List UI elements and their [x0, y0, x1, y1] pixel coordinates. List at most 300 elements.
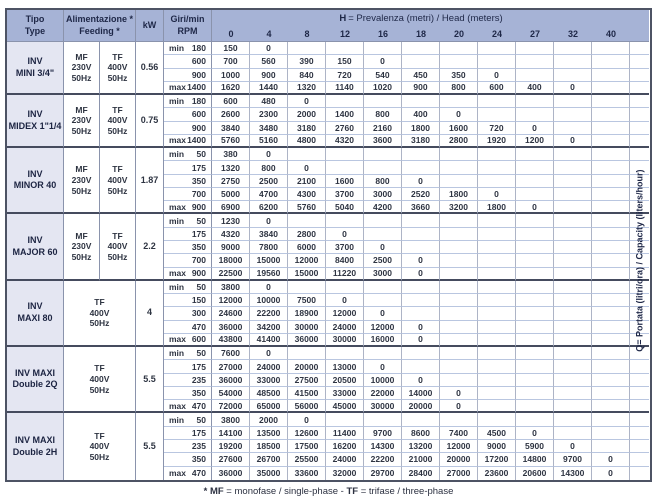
capacity-cell: 2750	[212, 175, 250, 188]
capacity-cell	[478, 55, 516, 68]
q-column-cell	[630, 42, 649, 55]
rpm-value: 900	[191, 268, 206, 279]
capacity-cell: 7500	[288, 294, 326, 307]
capacity-cell: 35000	[250, 467, 288, 480]
capacity-cell	[592, 82, 630, 95]
capacity-cell: 1800	[440, 188, 478, 201]
capacity-cell: 43800	[212, 334, 250, 347]
capacity-cell	[402, 307, 440, 320]
q-column-cell	[630, 440, 649, 453]
capacity-cell: 0	[516, 201, 554, 214]
capacity-cell: 36000	[212, 467, 250, 480]
capacity-cell	[440, 214, 478, 227]
capacity-cell: 11400	[326, 427, 364, 440]
capacity-cell: 13000	[326, 360, 364, 373]
capacity-cell: 20000	[288, 360, 326, 373]
capacity-cell: 0	[402, 334, 440, 347]
q-column-cell	[630, 69, 649, 82]
capacity-cell: 3000	[364, 188, 402, 201]
capacity-cell	[478, 321, 516, 334]
capacity-cell: 800	[440, 82, 478, 95]
capacity-cell	[478, 268, 516, 281]
capacity-cell	[554, 122, 592, 135]
capacity-cell	[516, 334, 554, 347]
capacity-cell: 3180	[402, 135, 440, 148]
capacity-cell: 24000	[250, 360, 288, 373]
capacity-cell	[440, 148, 478, 161]
rpm-value: 175	[191, 162, 206, 173]
capacity-cell: 15000	[250, 254, 288, 267]
capacity-cell: 27000	[440, 467, 478, 480]
capacity-cell: 14100	[212, 427, 250, 440]
capacity-cell	[554, 108, 592, 121]
capacity-cell	[402, 294, 440, 307]
capacity-cell	[364, 413, 402, 426]
q-column-cell	[630, 201, 649, 214]
capacity-cell: 7800	[250, 241, 288, 254]
capacity-cell: 0	[402, 374, 440, 387]
capacity-cell: 1600	[440, 122, 478, 135]
capacity-cell	[288, 214, 326, 227]
capacity-cell	[516, 307, 554, 320]
capacity-cell	[592, 161, 630, 174]
type-cell: INV MAXI Double 2H	[7, 413, 64, 479]
capacity-cell: 380	[212, 148, 250, 161]
capacity-cell: 800	[364, 108, 402, 121]
capacity-cell: 7600	[212, 347, 250, 360]
capacity-cell	[326, 347, 364, 360]
capacity-cell: 0	[554, 82, 592, 95]
capacity-cell	[440, 95, 478, 108]
rpm-value: 50	[196, 215, 206, 226]
type-cell: INV MAXI Double 2Q	[7, 347, 64, 413]
capacity-cell: 0	[250, 42, 288, 55]
capacity-cell	[326, 42, 364, 55]
capacity-cell: 6900	[212, 201, 250, 214]
capacity-cell: 1600	[326, 175, 364, 188]
capacity-cell	[554, 294, 592, 307]
capacity-cell	[516, 69, 554, 82]
kw-cell: 2.2	[136, 214, 164, 280]
capacity-cell	[440, 321, 478, 334]
capacity-cell	[592, 440, 630, 453]
capacity-cell	[402, 241, 440, 254]
capacity-cell	[364, 42, 402, 55]
capacity-cell: 1320	[288, 82, 326, 95]
rpm-cell	[164, 413, 212, 426]
capacity-cell	[440, 307, 478, 320]
capacity-cell	[554, 281, 592, 294]
feeding-tf-cell: TF 400V 50Hz	[100, 95, 136, 148]
head-col-32: 32	[554, 27, 592, 42]
capacity-cell: 400	[402, 108, 440, 121]
q-column-cell	[630, 268, 649, 281]
capacity-cell	[516, 413, 554, 426]
capacity-cell: 10000	[364, 374, 402, 387]
capacity-cell	[402, 281, 440, 294]
rpm-cell	[164, 281, 212, 294]
rpm-cell	[164, 360, 212, 373]
capacity-cell	[554, 161, 592, 174]
rpm-cell	[164, 294, 212, 307]
capacity-cell: 22200	[364, 453, 402, 466]
capacity-cell	[440, 175, 478, 188]
capacity-cell	[478, 400, 516, 413]
capacity-cell	[592, 427, 630, 440]
kw-cell: 5.5	[136, 413, 164, 479]
head-col-40: 40	[592, 27, 630, 42]
capacity-cell: 0	[402, 175, 440, 188]
head-col-18: 18	[402, 27, 440, 42]
capacity-cell	[326, 95, 364, 108]
capacity-cell: 1800	[478, 201, 516, 214]
capacity-cell	[364, 148, 402, 161]
capacity-cell	[592, 228, 630, 241]
q-column-cell	[630, 214, 649, 227]
capacity-cell: 350	[440, 69, 478, 82]
capacity-cell	[516, 241, 554, 254]
kw-cell: 5.5	[136, 347, 164, 413]
capacity-cell	[478, 374, 516, 387]
rpm-value: 1400	[187, 82, 206, 93]
capacity-cell	[516, 42, 554, 55]
capacity-cell	[592, 294, 630, 307]
rpm-cell	[164, 400, 212, 413]
capacity-cell: 30000	[326, 334, 364, 347]
capacity-cell: 150	[326, 55, 364, 68]
capacity-cell	[516, 374, 554, 387]
capacity-cell	[592, 374, 630, 387]
capacity-cell	[516, 161, 554, 174]
pump-capacity-table	[5, 8, 652, 482]
capacity-cell	[516, 400, 554, 413]
capacity-cell: 45000	[326, 400, 364, 413]
capacity-cell	[554, 400, 592, 413]
capacity-cell	[478, 175, 516, 188]
capacity-cell: 32000	[326, 467, 364, 480]
capacity-cell	[478, 214, 516, 227]
capacity-cell	[326, 413, 364, 426]
capacity-cell	[288, 148, 326, 161]
rpm-cell	[164, 254, 212, 267]
capacity-cell: 25500	[288, 453, 326, 466]
rpm-cell	[164, 467, 212, 480]
capacity-cell: 0	[592, 467, 630, 480]
rpm-minmax-tag: min	[169, 281, 185, 292]
capacity-cell: 0	[288, 95, 326, 108]
capacity-cell: 24600	[212, 307, 250, 320]
capacity-cell	[478, 347, 516, 360]
q-column-cell	[630, 294, 649, 307]
feeding-tf-cell: TF 400V 50Hz	[100, 214, 136, 280]
q-column-cell	[630, 387, 649, 400]
capacity-cell: 2500	[250, 175, 288, 188]
capacity-cell: 0	[326, 294, 364, 307]
capacity-cell	[554, 148, 592, 161]
capacity-cell: 9700	[364, 427, 402, 440]
capacity-cell: 12000	[212, 294, 250, 307]
capacity-cell: 14300	[554, 467, 592, 480]
capacity-cell	[592, 334, 630, 347]
capacity-cell	[440, 334, 478, 347]
capacity-cell	[516, 95, 554, 108]
capacity-cell: 4320	[212, 228, 250, 241]
rpm-value: 350	[191, 454, 206, 465]
capacity-cell: 12000	[364, 321, 402, 334]
capacity-cell	[478, 254, 516, 267]
capacity-cell	[478, 334, 516, 347]
capacity-cell	[592, 413, 630, 426]
capacity-cell	[516, 214, 554, 227]
capacity-cell: 0	[250, 214, 288, 227]
rpm-minmax-tag: max	[169, 135, 187, 146]
rpm-value: 150	[191, 295, 206, 306]
capacity-cell: 560	[250, 55, 288, 68]
capacity-cell	[478, 241, 516, 254]
capacity-cell	[592, 307, 630, 320]
rpm-value: 600	[191, 334, 206, 345]
capacity-cell: 19200	[212, 440, 250, 453]
capacity-cell: 12000	[326, 307, 364, 320]
capacity-cell	[554, 360, 592, 373]
capacity-cell	[326, 148, 364, 161]
rpm-value: 50	[196, 414, 206, 425]
capacity-cell	[592, 188, 630, 201]
q-column-cell	[630, 347, 649, 360]
capacity-cell	[592, 400, 630, 413]
rpm-cell	[164, 69, 212, 82]
capacity-cell	[592, 95, 630, 108]
capacity-cell: 13500	[250, 427, 288, 440]
capacity-cell	[364, 161, 402, 174]
type-cell: INV MINI 3/4"	[7, 42, 64, 95]
rpm-minmax-tag: min	[169, 149, 185, 160]
capacity-cell: 4300	[288, 188, 326, 201]
rpm-value: 175	[191, 228, 206, 239]
capacity-cell	[516, 281, 554, 294]
capacity-cell: 0	[440, 400, 478, 413]
head-col-8: 8	[288, 27, 326, 42]
capacity-cell	[478, 413, 516, 426]
kw-cell: 4	[136, 281, 164, 347]
rpm-minmax-tag: min	[169, 43, 185, 54]
capacity-cell	[516, 188, 554, 201]
capacity-cell: 2100	[288, 175, 326, 188]
capacity-cell	[554, 268, 592, 281]
q-column-cell	[630, 241, 649, 254]
rpm-minmax-tag: max	[169, 334, 187, 345]
capacity-cell: 1620	[212, 82, 250, 95]
rpm-value: 175	[191, 427, 206, 438]
capacity-cell: 26700	[250, 453, 288, 466]
rpm-cell	[164, 201, 212, 214]
rpm-cell	[164, 374, 212, 387]
capacity-cell	[402, 161, 440, 174]
head-col-12: 12	[326, 27, 364, 42]
capacity-cell: 600	[212, 95, 250, 108]
capacity-cell: 6000	[288, 241, 326, 254]
capacity-cell: 1400	[326, 108, 364, 121]
capacity-cell	[478, 161, 516, 174]
capacity-cell	[592, 55, 630, 68]
capacity-cell: 5000	[212, 188, 250, 201]
capacity-cell	[402, 228, 440, 241]
capacity-cell: 3200	[440, 201, 478, 214]
q-column-cell	[630, 148, 649, 161]
capacity-cell: 18000	[212, 254, 250, 267]
rpm-minmax-tag: min	[169, 96, 185, 107]
capacity-cell	[592, 241, 630, 254]
capacity-cell	[364, 228, 402, 241]
rpm-minmax-tag: min	[169, 348, 185, 359]
capacity-cell: 27000	[212, 360, 250, 373]
capacity-cell	[592, 360, 630, 373]
capacity-cell: 5160	[250, 135, 288, 148]
capacity-cell: 1440	[250, 82, 288, 95]
capacity-cell: 5900	[516, 440, 554, 453]
rpm-cell	[164, 214, 212, 227]
capacity-cell: 0	[516, 122, 554, 135]
rpm-value: 235	[191, 441, 206, 452]
head-col-24: 24	[478, 27, 516, 42]
kw-cell: 0.75	[136, 95, 164, 148]
capacity-cell: 0	[440, 108, 478, 121]
capacity-cell	[516, 108, 554, 121]
capacity-cell: 22000	[364, 387, 402, 400]
q-column-cell	[630, 175, 649, 188]
q-column-cell	[630, 108, 649, 121]
capacity-cell	[364, 95, 402, 108]
capacity-cell: 20600	[516, 467, 554, 480]
capacity-cell: 3180	[288, 122, 326, 135]
capacity-cell: 390	[288, 55, 326, 68]
capacity-cell	[516, 294, 554, 307]
capacity-cell	[592, 135, 630, 148]
capacity-cell: 840	[288, 69, 326, 82]
capacity-cell: 0	[250, 148, 288, 161]
capacity-cell	[516, 387, 554, 400]
kw-cell: 0.56	[136, 42, 164, 95]
feeding-mf-cell: MF 230V 50Hz	[64, 214, 100, 280]
capacity-cell: 2600	[212, 108, 250, 121]
capacity-cell: 1200	[516, 135, 554, 148]
capacity-cell: 36000	[288, 334, 326, 347]
capacity-cell: 33000	[326, 387, 364, 400]
rpm-cell	[164, 161, 212, 174]
capacity-cell	[554, 69, 592, 82]
capacity-cell: 17500	[288, 440, 326, 453]
q-column-cell	[630, 374, 649, 387]
capacity-cell: 2000	[250, 413, 288, 426]
head-col-16: 16	[364, 27, 402, 42]
rpm-value: 50	[196, 281, 206, 292]
rpm-cell	[164, 55, 212, 68]
rpm-cell	[164, 427, 212, 440]
capacity-cell: 2300	[250, 108, 288, 121]
q-column-cell	[630, 122, 649, 135]
capacity-cell: 1140	[326, 82, 364, 95]
capacity-cell: 1230	[212, 214, 250, 227]
capacity-cell: 4320	[326, 135, 364, 148]
capacity-cell: 0	[478, 188, 516, 201]
capacity-cell	[440, 268, 478, 281]
q-column-cell	[630, 55, 649, 68]
capacity-cell: 0	[402, 268, 440, 281]
capacity-cell: 21000	[402, 453, 440, 466]
rpm-cell	[164, 135, 212, 148]
header-q-corner	[630, 10, 649, 42]
rpm-cell	[164, 175, 212, 188]
q-side-label: Q = Portata (litri/ora) / Capacity (liters/hour)	[634, 169, 645, 353]
capacity-cell: 24000	[326, 321, 364, 334]
q-column-cell	[630, 467, 649, 480]
capacity-cell: 14000	[402, 387, 440, 400]
q-column-cell	[630, 188, 649, 201]
capacity-cell: 16000	[364, 334, 402, 347]
rpm-cell	[164, 82, 212, 95]
capacity-cell	[402, 413, 440, 426]
capacity-cell: 0	[364, 55, 402, 68]
capacity-cell: 800	[250, 161, 288, 174]
capacity-cell	[402, 95, 440, 108]
rpm-cell	[164, 42, 212, 55]
rpm-cell	[164, 453, 212, 466]
capacity-cell	[554, 95, 592, 108]
capacity-cell: 0	[288, 413, 326, 426]
capacity-cell	[440, 360, 478, 373]
capacity-cell: 4200	[364, 201, 402, 214]
rpm-value: 300	[191, 308, 206, 319]
rpm-minmax-tag: min	[169, 414, 185, 425]
capacity-cell: 3660	[402, 201, 440, 214]
q-column-cell	[630, 360, 649, 373]
q-column-cell	[630, 453, 649, 466]
capacity-cell	[326, 281, 364, 294]
rpm-value: 180	[191, 96, 206, 107]
capacity-cell: 0	[364, 307, 402, 320]
capacity-cell: 3840	[212, 122, 250, 135]
capacity-cell: 9700	[554, 453, 592, 466]
capacity-cell: 7400	[440, 427, 478, 440]
type-cell: INV MINOR 40	[7, 148, 64, 214]
capacity-cell	[440, 228, 478, 241]
feeding-tf-cell: TF 400V 50Hz	[100, 148, 136, 214]
capacity-cell	[440, 241, 478, 254]
capacity-cell	[440, 254, 478, 267]
capacity-cell: 3700	[326, 241, 364, 254]
capacity-cell: 3480	[250, 122, 288, 135]
capacity-cell	[592, 254, 630, 267]
rpm-value: 350	[191, 242, 206, 253]
capacity-cell	[554, 214, 592, 227]
capacity-cell	[592, 69, 630, 82]
capacity-cell	[592, 122, 630, 135]
header-tipo: Tipo Type	[7, 10, 64, 42]
rpm-cell	[164, 95, 212, 108]
feeding-tf-cell: TF 400V 50Hz	[64, 347, 136, 413]
capacity-cell	[554, 42, 592, 55]
capacity-cell	[364, 281, 402, 294]
rpm-minmax-tag: max	[169, 82, 187, 93]
capacity-cell	[516, 55, 554, 68]
capacity-cell	[440, 347, 478, 360]
capacity-cell: 3600	[364, 135, 402, 148]
capacity-cell	[326, 214, 364, 227]
q-column-cell	[630, 228, 649, 241]
capacity-cell	[402, 148, 440, 161]
rpm-minmax-tag: max	[169, 400, 187, 411]
rpm-value: 700	[191, 189, 206, 200]
